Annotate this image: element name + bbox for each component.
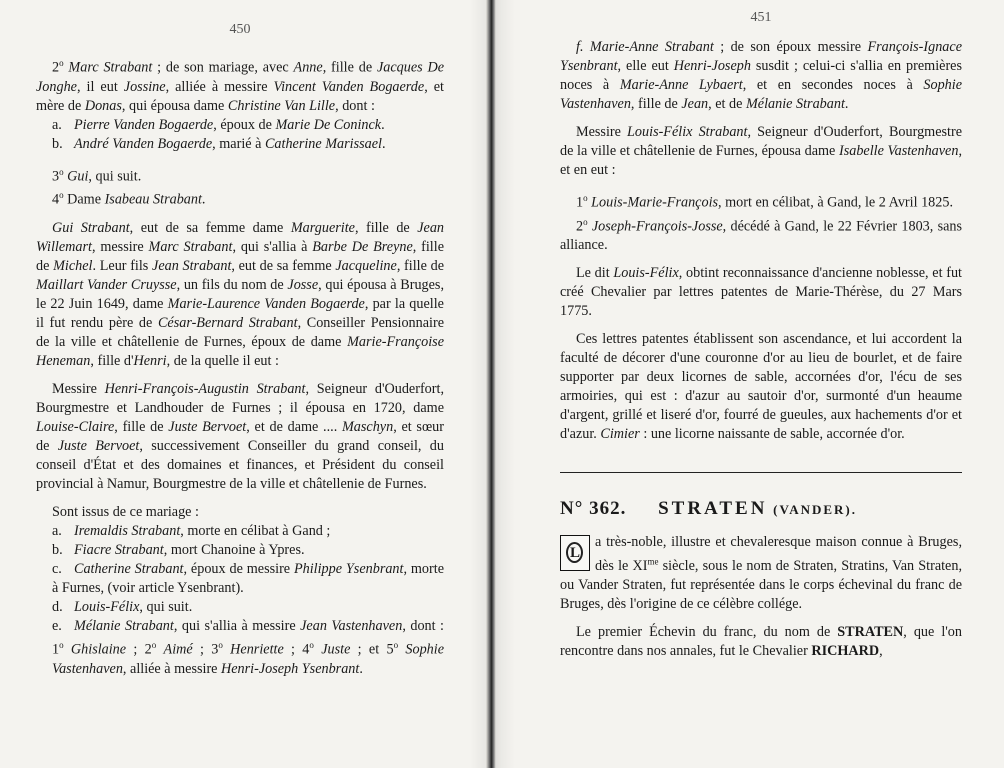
right-page-paragraph: 2$^o$ Joseph-François-Josse, décédé à Gand, le 22 Février 1803, sans alliance.: [560, 216, 963, 254]
paragraph-gap: [560, 180, 962, 189]
left-page-paragraph: 2$^o$ Marc Strabant ; de son mariage, avec Anne, fille de Jacques De Jonghe, il eut Jossine, alliée à messire Vincent Vanden Bogaerde, et mère de Donas, qui épousa dame Christine Van Lille, dont :: [36, 58, 444, 114]
drop-cap-letter: L: [569, 545, 580, 562]
right-page-paragraph: Ces lettres patentes établissent son ascendance, et lui accordent la faculté de décorer d'une couronne d'or au lieu de bourlet, et de faire supporter par deux licornes de sable, accornées d'or, l'écu de ses armoiries, qui est : d'azur au sautoir d'or, surmonté d'un heaume d'argent, grillé et liseré d'or, fourré de gueules, aux hachements d'or et d'azur. Cimier : une licorne naissante de sable, accornée d'or.: [560, 331, 962, 443]
left-page-paragraph: 4$^o$ Dame Isabeau Strabant.: [52, 190, 206, 209]
paragraph-gap: [36, 210, 444, 219]
section-first-paragraph: [560, 533, 962, 614]
right-page-paragraph: 1$^o$ Louis-Marie-François, mort en célibat, à Gand, le 2 Avril 1825.: [576, 193, 953, 211]
right-page-paragraph: f. Marie-Anne Strabant ; de son époux messire François-Ignace Ysenbrant, elle eut Henri-Joseph susdit ; celui-ci s'allia en premières noces à Marie-Anne Lybaert, et en secondes noces à Sophie Vastenhaven, fille de Jean, et de Mélanie Strabant.: [560, 39, 962, 112]
section-subtitle: (VANDER).: [773, 502, 858, 518]
left-page-list-item: d. Louis-Félix, qui suit.: [52, 599, 193, 616]
paragraph-gap: [36, 371, 444, 380]
paragraph-gap: [36, 494, 444, 503]
right-page-content: [560, 38, 962, 661]
left-page-paragraph: Sont issus de ce mariage :: [52, 504, 199, 521]
paragraph-gap: [560, 114, 962, 123]
left-page-list-item: c. Catherine Strabant, époux de messire Philippe Ysenbrant, morte à Furnes, (voir article Ysenbrant).: [52, 561, 444, 597]
section-number: N° 362.: [560, 498, 627, 520]
left-page-list-item: b. Fiacre Strabant, mort Chanoine à Ypres.: [52, 542, 305, 559]
left-page-paragraph: Messire Henri-François-Augustin Strabant, Seigneur d'Ouderfort, Bourgmestre et Landhouder de Furnes ; il épousa en 1720, dame Louise-Claire, fille de Juste Bervoet, et de dame .... Maschyn, et sœur de Juste Bervoet, successivement Conseiller du grand conseil, du conseil d'État et des domaines et finances, et Président du conseil provincial à Namur, Bourgmestre de la ville et châtellenie de Furnes.: [36, 381, 445, 493]
paragraph-gap: [560, 255, 962, 264]
left-page-list-item: a. Pierre Vanden Bogaerde, époux de Marie De Coninck.: [52, 116, 385, 133]
book-gutter: [486, 0, 496, 768]
first-paragraph-text: a très-noble, illustre et chevaleresque maison connue à Bruges, dès le $XI^{me}$ siècle, sous le nom de Straten, Stratins, Van Straten, ou Vander Straten, fut représentée dans le corps échevinal du franc de Bruges, dès l'origine de ce célèbre collége.: [560, 534, 962, 613]
left-page-list-item: a. Iremaldis Strabant, morte en célibat à Gand ;: [52, 523, 331, 540]
paragraph-gap: [560, 614, 962, 623]
right-page-paragraph: Le dit Louis-Félix, obtint reconnaissance d'ancienne noblesse, et fut créé Chevalier par lettres patentes de Marie-Thérèse, du 27 Mars 1775.: [560, 265, 962, 320]
right-page-paragraph: Messire Louis-Félix Strabant, Seigneur d'Ouderfort, Bourgmestre de la ville et châtellenie de Furnes, épousa dame Isabelle Vastenhaven, et en eut :: [560, 124, 962, 178]
left-page-list-item: b. André Vanden Bogaerde, marié à Catherine Marissael.: [52, 135, 386, 152]
section-second-paragraph: Le premier Échevin du franc, du nom de STRATEN, que l'on rencontre dans nos annales, fut le Chevalier RICHARD,: [560, 624, 962, 660]
section-title: STRATEN: [658, 498, 768, 520]
page-number-right: 451: [750, 10, 772, 25]
left-page: [36, 0, 444, 768]
left-page-paragraph: 3$^o$ Gui, qui suit.: [52, 166, 142, 185]
drop-cap-initial: [560, 535, 590, 571]
left-page-list-item: e. Mélanie Strabant, qui s'allia à messire Jean Vastenhaven, dont : 1$^o$ Ghislaine ; 2$^o$ Aimé ; 3$^o$ Henriette ; 4$^o$ Juste ; et 5$^o$ Sophie Vastenhaven, alliée à messire Henri-Joseph Ysenbrant.: [52, 618, 445, 677]
left-page-content: [36, 54, 444, 679]
paragraph-gap: [560, 321, 962, 330]
right-page-paragraphs: [560, 38, 962, 444]
page-number-left: 450: [229, 22, 251, 37]
left-page-paragraph: Gui Strabant, eut de sa femme dame Marguerite, fille de Jean Willemart, messire Marc Strabant, qui s'allia à Barbe De Breyne, fille de Michel. Leur fils Jean Strabant, eut de sa femme Jacqueline, fille de Maillart Vander Cruysse, un fils du nom de Josse, qui épousa à Bruges, le 22 Juin 1649, dame Marie-Laurence Vanden Bogaerde, par la quelle il fut rendu père de César-Bernard Strabant, Conseiller Pensionnaire de la ville et châtellenie de Furnes, époux de dame Marie-Françoise Heneman, fille d'Henri, de la quelle il eut :: [36, 220, 445, 370]
right-page: [560, 0, 962, 768]
section-heading: [560, 499, 962, 519]
paragraph-gap: [36, 154, 444, 163]
section-divider: [560, 472, 962, 473]
